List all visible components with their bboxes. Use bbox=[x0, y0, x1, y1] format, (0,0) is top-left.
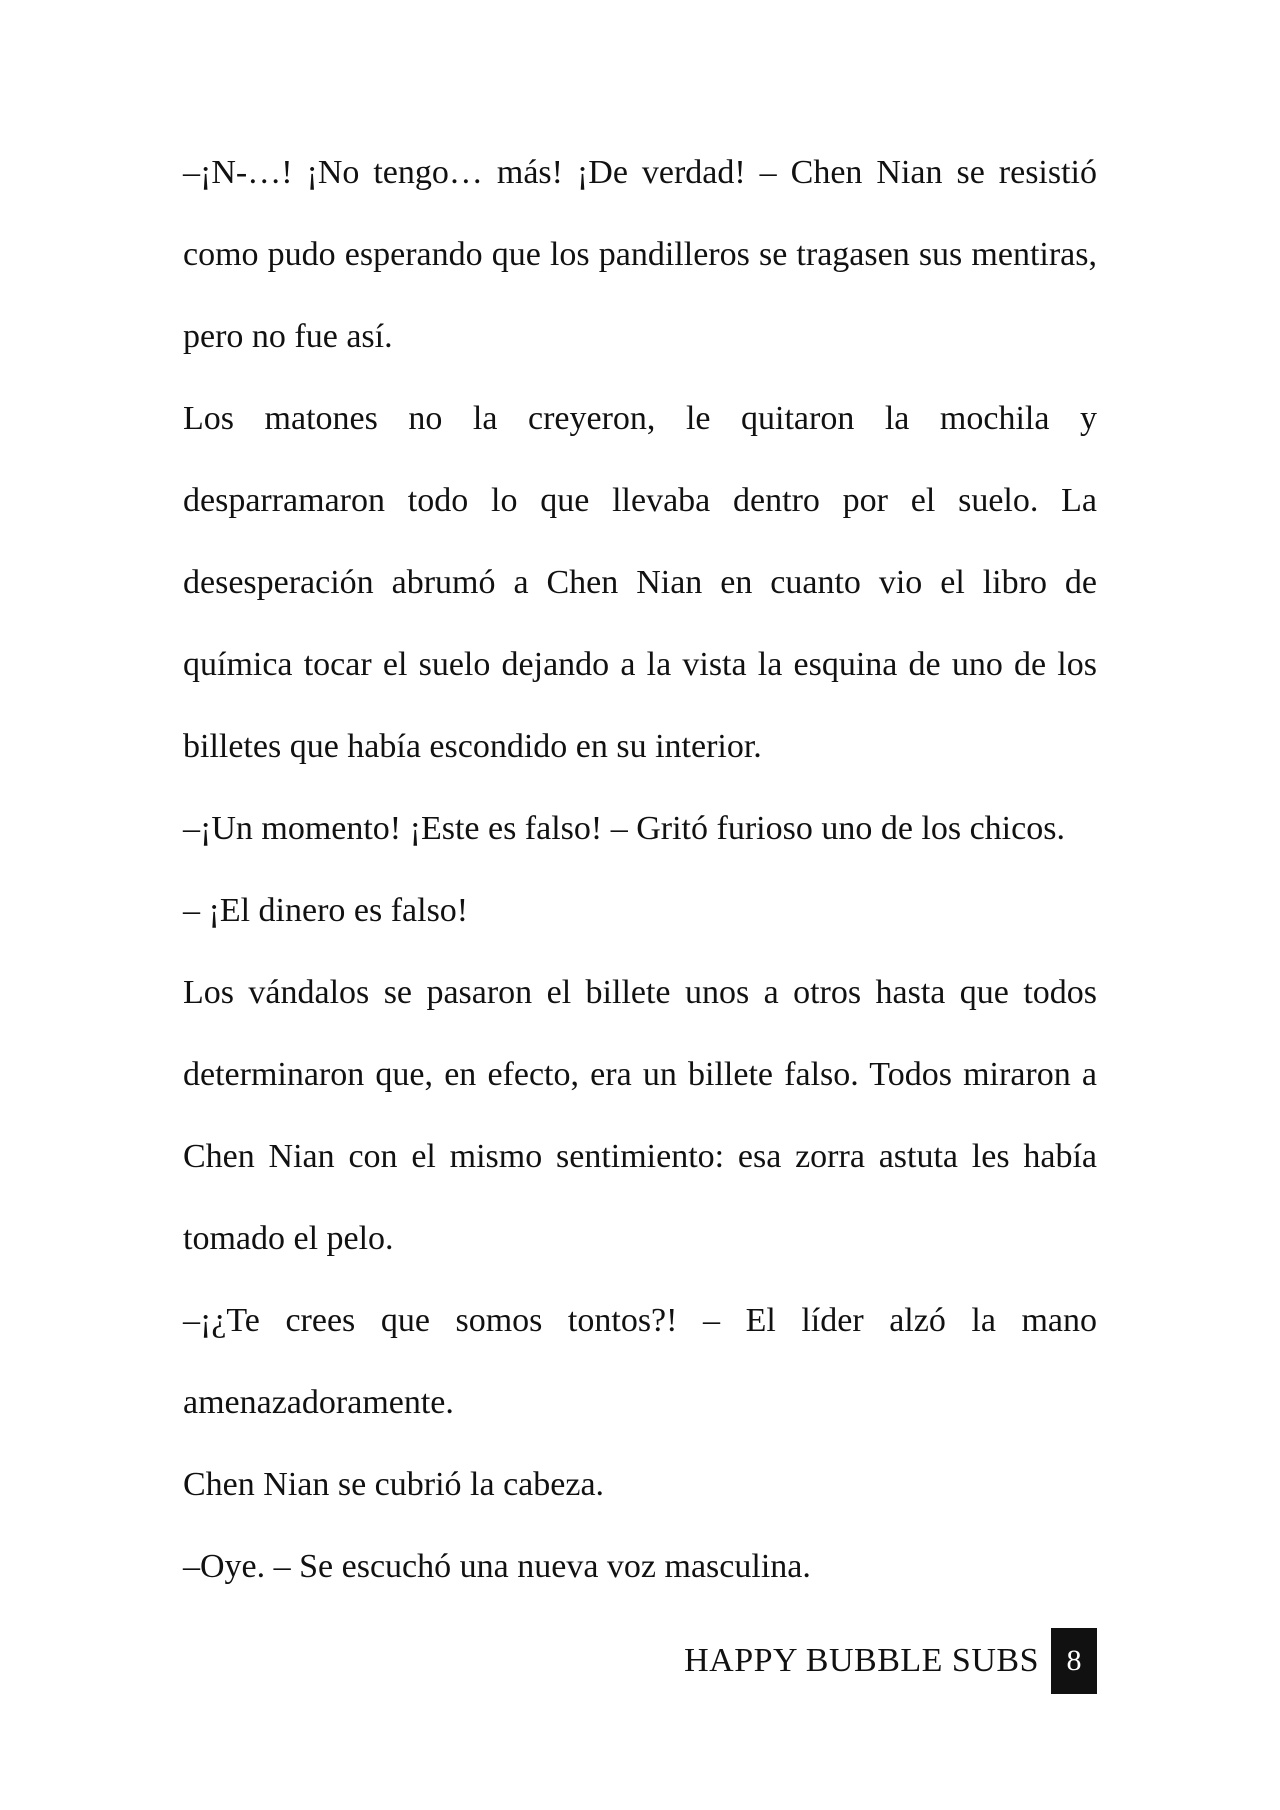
paragraph: – ¡El dinero es falso! bbox=[183, 892, 469, 929]
paragraph: –¡¿Te crees que somos tontos?! – El líder alzó la mano amenazadoramente. bbox=[183, 1302, 1097, 1421]
paragraph: Los matones no la creyeron, le quitaron la mochila y desparramaron todo lo que llevaba dentro por el suelo. La desesperación abrumó a Chen Nian en cuanto vio el libro de química tocar el suelo dejando a la vista la esquina de uno de los billetes que había escondido en su interior. bbox=[183, 400, 1097, 765]
body-text bbox=[183, 132, 1097, 1608]
page-footer bbox=[684, 1628, 1097, 1694]
paragraph: –¡N-…! ¡No tengo… más! ¡De verdad! – Chen Nian se resistió como pudo esperando que los pandilleros se tragasen sus mentiras, pero no fue así. bbox=[183, 154, 1097, 355]
paragraph: Chen Nian se cubrió la cabeza. bbox=[183, 1466, 605, 1503]
paragraph: –¡Un momento! ¡Este es falso! – Gritó furioso uno de los chicos. bbox=[183, 810, 1065, 847]
page-number: 8 bbox=[1051, 1628, 1097, 1694]
paragraph: –Oye. – Se escuchó una nueva voz masculina. bbox=[183, 1548, 811, 1585]
paragraph: Los vándalos se pasaron el billete unos a otros hasta que todos determinaron que, en efecto, era un billete falso. Todos miraron a Chen Nian con el mismo sentimiento: esa zorra astuta les había tomado el pelo. bbox=[183, 974, 1097, 1257]
footer-label: HAPPY BUBBLE SUBS bbox=[684, 1642, 1039, 1679]
